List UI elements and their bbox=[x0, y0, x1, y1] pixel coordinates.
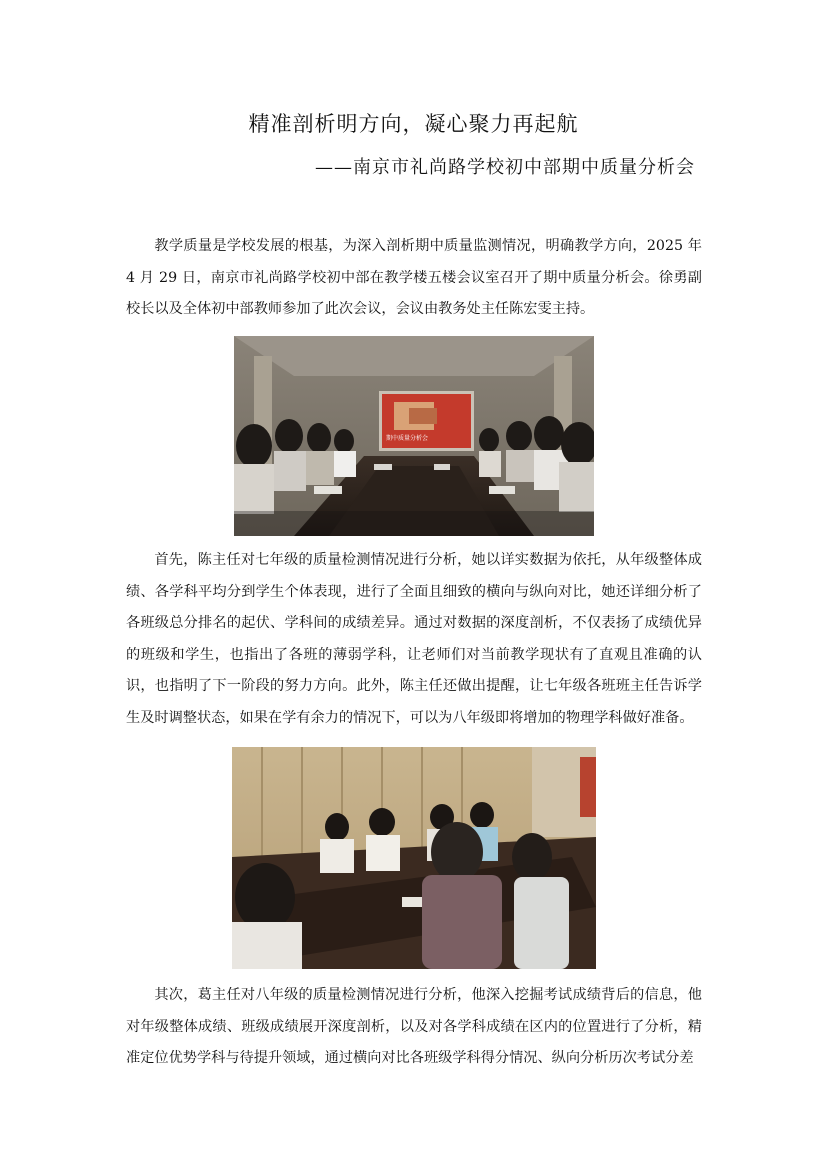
discussion-image bbox=[232, 747, 596, 969]
teachers-discussion-photo bbox=[232, 747, 596, 969]
paragraph-grade8: 其次，葛主任对八年级的质量检测情况进行分析，他深入挖掘考试成绩背后的信息，他对年级整体成绩、班级成绩展开深度剖析，以及对各学科成绩在区内的位置进行了分析，精准定位优势学科与待提升领域，通过横向对比各班级学科得分情况、纵向分析历次考试分差 bbox=[126, 987, 702, 1067]
screen-caption: 期中质量分析会 bbox=[386, 435, 429, 442]
page-title: 精准剖析明方向，凝心聚力再起航 bbox=[248, 112, 579, 136]
meeting-room-photo bbox=[234, 336, 594, 536]
page-subtitle: ——南京市礼尚路学校初中部期中质量分析会 bbox=[315, 157, 695, 178]
paragraph-intro: 教学质量是学校发展的根基，为深入剖析期中质量监测情况，明确教学方向，2025 年 4 月 29 日，南京市礼尚路学校初中部在教学楼五楼会议室召开了期中质量分析会。徐勇副校长以及全体初中部教师参加了此次会议，会议由教务处主任陈宏雯主持。 bbox=[126, 238, 702, 318]
paragraph-grade7: 首先，陈主任对七年级的质量检测情况进行分析，她以详实数据为依托，从年级整体成绩、各学科平均分到学生个体表现，进行了全面且细致的横向与纵向对比，她还详细分析了各班级总分排名的起伏、学科间的成绩差异。通过对数据的深度剖析，不仅表扬了成绩优异的班级和学生，也指出了各班的薄弱学科，让老师们对当前教学现状有了直观且准确的认识，也指明了下一阶段的努力方向。此外，陈主任还做出提醒，让七年级各班班主任告诉学生及时调整状态，如果在学有余力的情况下，可以为八年级即将增加的物理学科做好准备。 bbox=[126, 552, 702, 726]
meeting-room-image bbox=[234, 336, 594, 536]
